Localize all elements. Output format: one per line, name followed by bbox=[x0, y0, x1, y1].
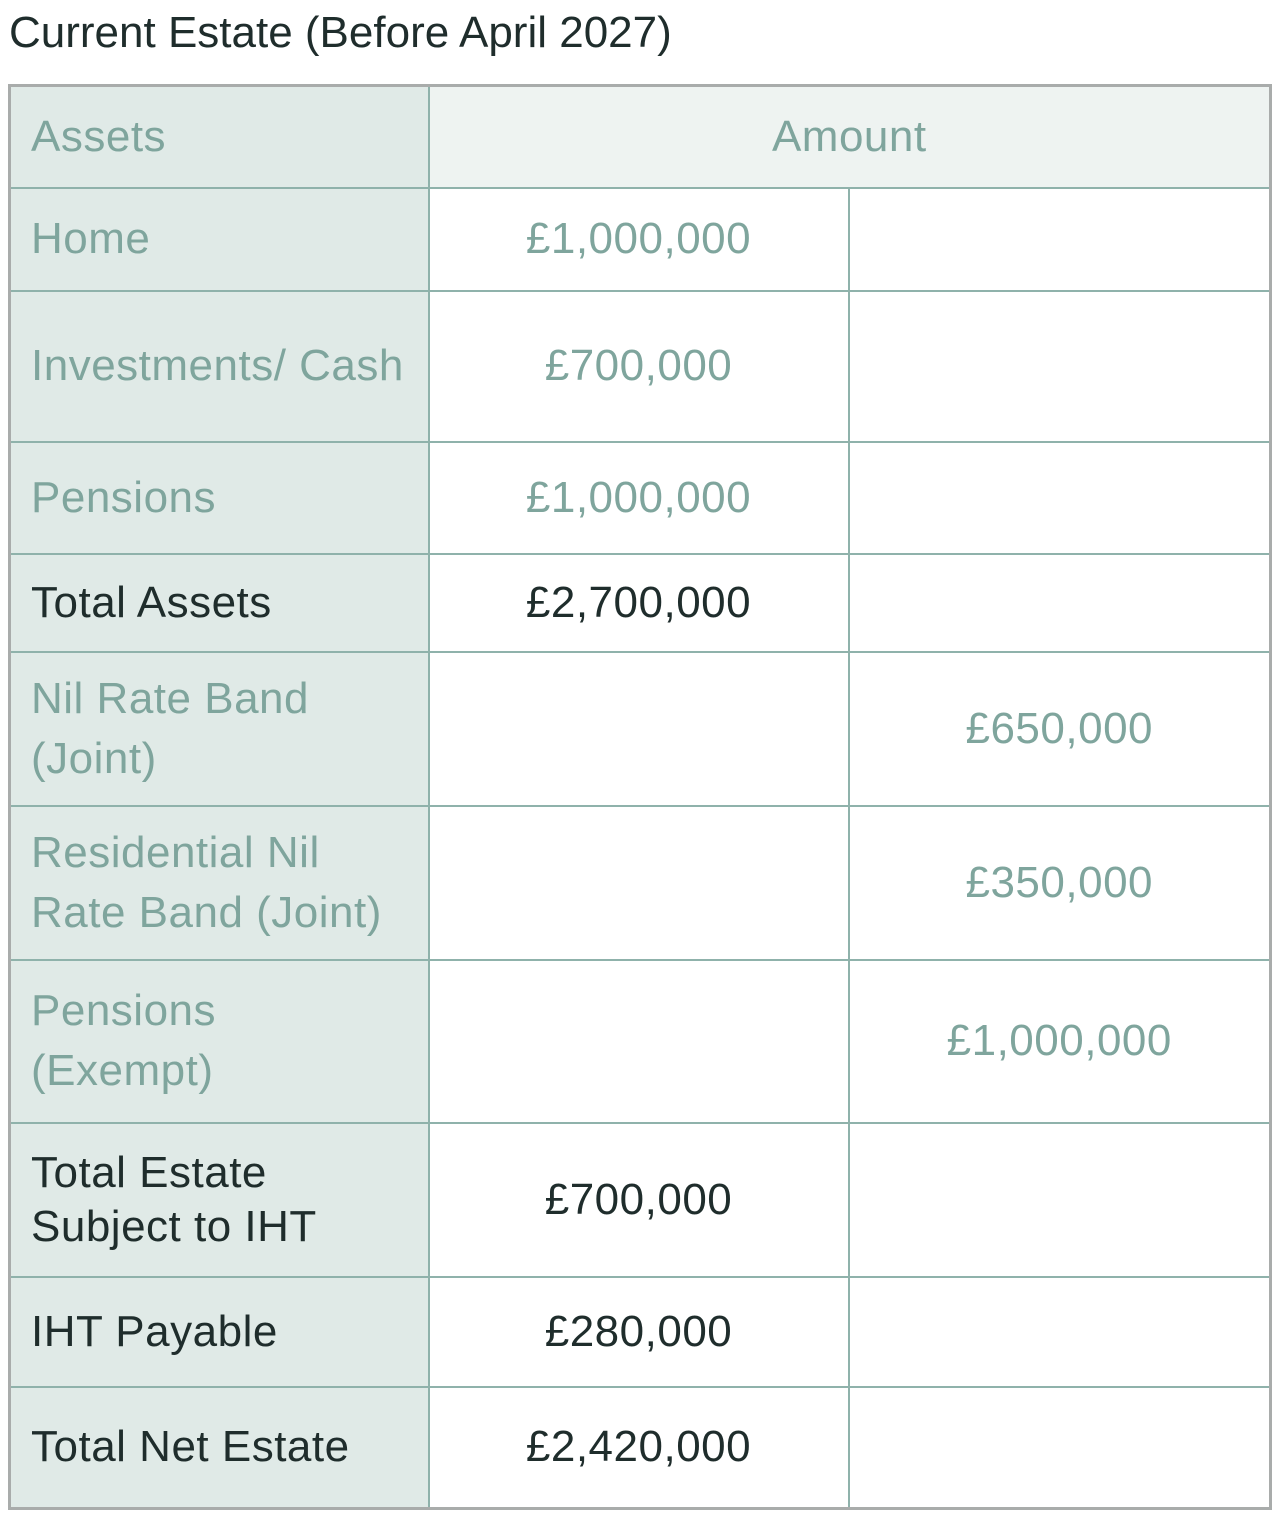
row-label: Total Net Estate bbox=[10, 1387, 429, 1509]
allowance-cell: £650,000 bbox=[849, 652, 1271, 806]
row-label: Investments/ Cash bbox=[10, 291, 429, 442]
amount-cell: £280,000 bbox=[429, 1277, 849, 1387]
row-label: Home bbox=[10, 188, 429, 291]
page-title: Current Estate (Before April 2027) bbox=[9, 8, 672, 57]
amount-cell: £1,000,000 bbox=[429, 442, 849, 554]
amount-cell: £700,000 bbox=[429, 291, 849, 442]
allowance-cell: £350,000 bbox=[849, 806, 1271, 960]
row-label: Total Assets bbox=[10, 554, 429, 652]
table-row-total-assets bbox=[10, 554, 1271, 652]
row-label: Nil Rate Band (Joint) bbox=[10, 652, 429, 806]
table-row-pensions-exempt bbox=[10, 960, 1271, 1123]
table-row-pensions bbox=[10, 442, 1271, 554]
table-row-nil-rate-band bbox=[10, 652, 1271, 806]
estate-table bbox=[8, 84, 1272, 1510]
amount-cell bbox=[429, 960, 849, 1123]
row-label: IHT Payable bbox=[10, 1277, 429, 1387]
table-row-residential-nil-rate-band bbox=[10, 806, 1271, 960]
row-label: Total Estate Subject to IHT bbox=[10, 1123, 429, 1277]
amount-cell: £1,000,000 bbox=[429, 188, 849, 291]
table-row-iht-payable bbox=[10, 1277, 1271, 1387]
table-header-row bbox=[10, 86, 1271, 188]
allowance-cell bbox=[849, 1387, 1271, 1509]
amount-cell: £2,420,000 bbox=[429, 1387, 849, 1509]
row-label: Residential Nil Rate Band (Joint) bbox=[10, 806, 429, 960]
amount-cell bbox=[429, 652, 849, 806]
assets-column-header: Assets bbox=[10, 86, 429, 188]
row-label: Pensions bbox=[10, 442, 429, 554]
amount-cell: £2,700,000 bbox=[429, 554, 849, 652]
allowance-cell bbox=[849, 188, 1271, 291]
allowance-cell: £1,000,000 bbox=[849, 960, 1271, 1123]
table-row-home bbox=[10, 188, 1271, 291]
allowance-cell bbox=[849, 1123, 1271, 1277]
row-label: Pensions (Exempt) bbox=[10, 960, 429, 1123]
allowance-cell bbox=[849, 291, 1271, 442]
amount-column-header: Amount bbox=[429, 86, 1271, 188]
allowance-cell bbox=[849, 1277, 1271, 1387]
allowance-cell bbox=[849, 442, 1271, 554]
table-row-total-estate-subject-to-iht bbox=[10, 1123, 1271, 1277]
amount-cell: £700,000 bbox=[429, 1123, 849, 1277]
amount-cell bbox=[429, 806, 849, 960]
table-row-investments bbox=[10, 291, 1271, 442]
allowance-cell bbox=[849, 554, 1271, 652]
table-row-total-net-estate bbox=[10, 1387, 1271, 1509]
